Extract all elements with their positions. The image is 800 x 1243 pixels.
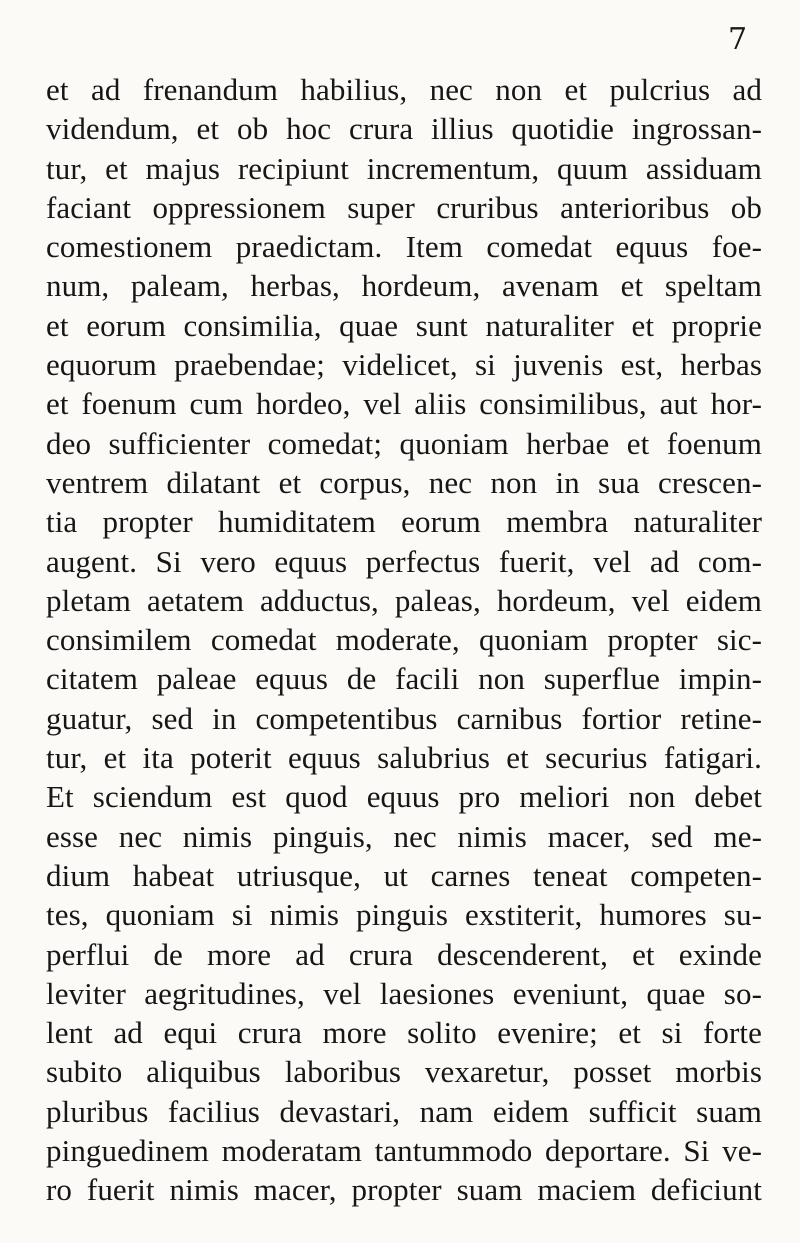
text-line: guatur, sed in competentibus carnibus fortior retine- [46,700,762,736]
text-line: perflui de more ad crura descenderent, et exinde [46,936,762,972]
text-line: pinguedinem moderatam tantummodo deportare. Si ve- [46,1133,762,1169]
text-line: et foenum cum hordeo, vel aliis consimilibus, aut hor- [46,386,762,422]
text-line: ro fuerit nimis macer, propter suam maciem deficiunt [46,1172,762,1208]
text-line: faciant oppressionem super cruribus anterioribus ob [46,189,762,225]
text-line: tes, quoniam si nimis pinguis exstiterit, humores su- [46,897,762,933]
text-line: Et sciendum est quod equus pro meliori non debet [46,779,762,815]
text-line: subito aliquibus laboribus vexaretur, posset morbis [46,1054,762,1090]
text-line: equorum praebendae; videlicet, si juvenis est, herbas [46,347,762,383]
text-line: num, paleam, herbas, hordeum, avenam et speltam [46,268,762,304]
text-line: citatem paleae equus de facili non superflue impin- [46,661,762,697]
text-line: et ad frenandum habilius, nec non et pulcrius ad [46,72,762,107]
text-line: deo sufficienter comedat; quoniam herbae et foenum [46,425,762,461]
text-line: esse nec nimis pinguis, nec nimis macer, sed me- [46,818,762,854]
text-line: leviter aegritudines, vel laesiones eveniunt, quae so- [46,975,762,1011]
text-line: pletam aetatem adductus, paleas, hordeum, vel eidem [46,582,762,618]
text-line: comestionem praedictam. Item comedat equus foe- [46,229,762,265]
body-text [46,70,762,1210]
text-line: lent ad equi crura more solito evenire; et si forte [46,1015,762,1051]
page-number: 7 [728,22,748,57]
text-line: ventrem dilatant et corpus, nec non in sua crescen- [46,464,762,500]
text-line: tur, et ita poterit equus salubrius et securius fatigari. [46,740,762,776]
text-line: videndum, et ob hoc crura illius quotidie ingrossan- [46,111,762,147]
text-line: consimilem comedat moderate, quoniam propter sic- [46,622,762,658]
text-line: dium habeat utriusque, ut carnes teneat competen- [46,857,762,893]
text-line: augent. Si vero equus perfectus fuerit, vel ad com- [46,543,762,579]
text-line: tia propter humiditatem eorum membra naturaliter [46,504,762,540]
text-line: tur, et majus recipiunt incrementum, quum assiduam [46,150,762,186]
text-line: et eorum consimilia, quae sunt naturaliter et proprie [46,307,762,343]
text-line: pluribus facilius devastari, nam eidem sufficit suam [46,1093,762,1129]
